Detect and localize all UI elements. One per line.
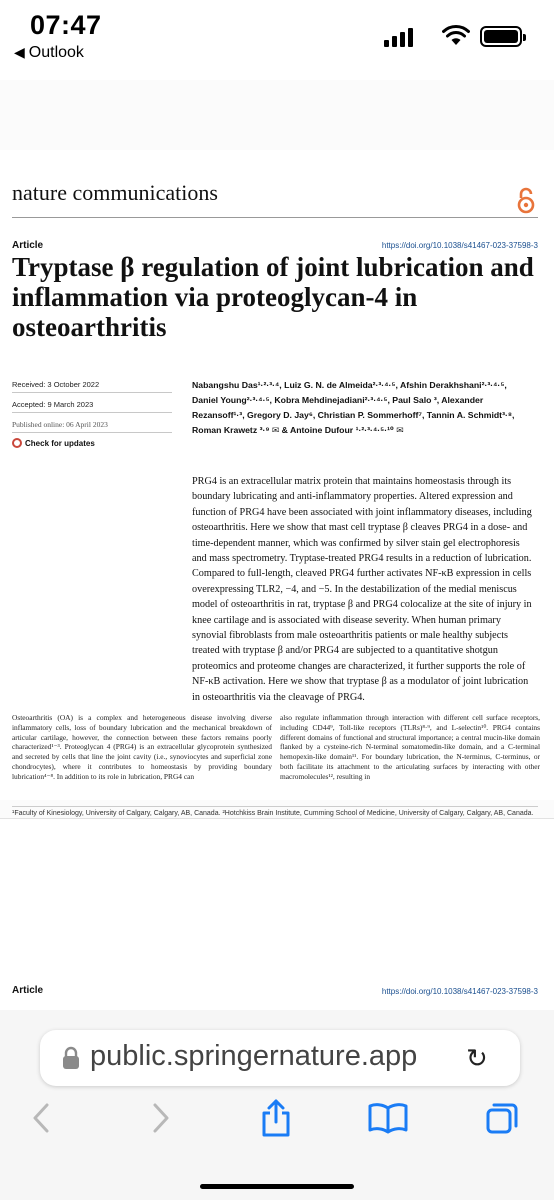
received-date: Received: 3 October 2022: [12, 380, 100, 389]
published-date: Published online: 06 April 2023: [12, 420, 108, 429]
url-text[interactable]: public.springernature.app: [90, 1040, 418, 1072]
clock: 07:47: [30, 10, 102, 40]
bookmarks-icon[interactable]: [366, 1098, 410, 1138]
signal-icon: [384, 28, 413, 47]
check-updates-icon: [12, 438, 22, 448]
abstract: PRG4 is an extracellular matrix protein that maintains homeostasis through its boundary lubricating and anti-inflammatory properties. Altered expression and function of PRG4 have been associated with joint inflammatory diseases, including osteoarthritis. Here we show that mast cell tryptase β cleaves PRG4 in a dose- and time-dependent manner, which was confirmed by silver stain gel electrophoresis and mass spectrometry. Tryptase-treated PRG4 results in a reduction of lubrication. Compared to full-length, cleaved PRG4 further activates NF-κB expression in cells overexpressing TLR2, −4, and −5. In the destabilization of the medial meniscus model of osteoarthritis in rat, tryptase β and PRG4 colocalize at the site of injury in knee cartilage and is associated with disease severity. When human primary synovial fibroblasts from male osteoarthritis patients or male healthy subjects treated with tryptase β and/or PRG4 are subjected to a quantitative shotgun proteomics and proteome changes are characterized, it further supports the role of NF-κB activation. Here we show that tryptase β as a modulator of joint lubrication in osteoarthritis via the cleavage of PRG4.: [192, 476, 532, 703]
lock-icon: [62, 1046, 80, 1070]
home-indicator[interactable]: [200, 1184, 354, 1189]
back-app-label: Outlook: [28, 44, 84, 61]
affiliation-divider: [12, 806, 538, 807]
body-text-right: also regulate inflammation through interaction with different cell surface receptors, including CD44⁹, Toll-like receptors (TLRs)⁸·⁹, and L-selectin¹⁰. PRG4 contains different domains of functional and structural importance; a central mucin-like domain flanked by a cysteine-rich N-terminal somatomedin-like domain, and a C-terminal hemopexin-like domain¹¹. For boundary lubrication, the N-terminus, C-terminus, or both facilitate its attachment to the articulating surfaces by interacting with other macromolecules¹², resulting in: [280, 713, 540, 781]
back-arrow-icon[interactable]: [26, 1098, 56, 1138]
article-type-label: Article: [12, 240, 44, 251]
journal-name: nature communications: [12, 180, 218, 205]
header-rule: [12, 217, 538, 218]
meta-divider: [12, 392, 172, 393]
accepted-date: Accepted: 9 March 2023: [12, 400, 94, 409]
status-bar: [0, 0, 554, 80]
meta-divider: [12, 432, 172, 433]
doi-link[interactable]: https://doi.org/10.1038/s41467-023-37598-3: [381, 241, 538, 250]
back-chevron-icon: ◀: [14, 44, 25, 60]
article-type-label-page2: Article: [12, 985, 44, 996]
tabs-icon[interactable]: [484, 1098, 520, 1138]
wifi-icon: [442, 24, 470, 46]
share-icon[interactable]: [256, 1098, 296, 1138]
meta-divider: [12, 412, 172, 413]
open-access-icon: [516, 186, 536, 214]
forward-arrow-icon[interactable]: [146, 1098, 176, 1138]
check-updates-label: Check for updates: [25, 438, 95, 448]
reload-icon[interactable]: ↻: [466, 1043, 488, 1073]
article-title: Tryptase β regulation of joint lubrication and inflammation via proteoglycan-4 in osteoarthritis: [12, 252, 534, 342]
body-text-left: Osteoarthritis (OA) is a complex and heterogeneous disease involving diverse inflammatory cells, loss of boundary lubrication and the mechanical breakdown of articular cartilage, however, the connection between these factors remains poorly characterized¹⁻³. Proteoglycan 4 (PRG4) is an extracellular glycoprotein synthesized and secreted by cells that line the joint cavity (i.e., synoviocytes and superficial zone chondrocytes), where it contributes to homeostasis by providing boundary lubrication⁴⁻⁸. In addition to its role in lubrication, PRG4 can: [12, 713, 272, 781]
back-to-app-link[interactable]: [14, 44, 84, 62]
doi-link-page2[interactable]: https://doi.org/10.1038/s41467-023-37598-3: [381, 987, 538, 996]
check-updates-button[interactable]: [12, 438, 95, 448]
battery-icon: [480, 26, 522, 47]
affiliations: ¹Faculty of Kinesiology, University of Calgary, Calgary, AB, Canada. ²Hotchkiss Brain Institute, Cumming School of Medicine, University of Calgary, Calgary, AB, Canada.: [12, 810, 534, 817]
author-list: Nabangshu Das¹·²·³·⁴, Luiz G. N. de Almeida²·³·⁴·⁵, Afshin Derakhshani²·³·⁴·⁵, Daniel Young²·³·⁴·⁵, Kobra Mehdinejadiani²·³·⁴·⁵, Paul Salo ³, Alexander Rezansoff¹·³, Gregory D. Jay⁶, Christian P. Sommerhoff⁷, Tannin A. Schmidt³·⁸, Roman Krawetz ³·⁹ ✉ & Antoine Dufour ¹·²·³·⁴·⁵·¹⁰ ✉: [192, 380, 515, 435]
